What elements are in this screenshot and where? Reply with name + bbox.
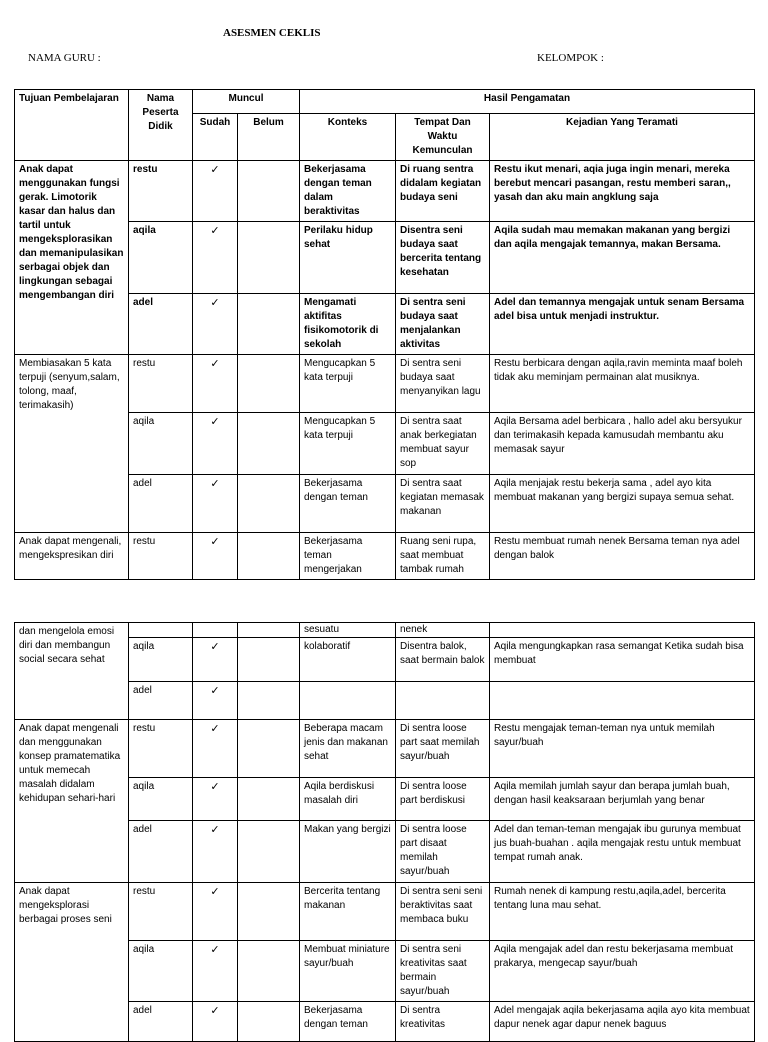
table-row — [15, 883, 755, 941]
kejadian-cell: Aqila Bersama adel berbicara , hallo adel aku bersyukur dan terimakasih kepada kamusudah membantu aku memasak sayur — [490, 413, 755, 475]
tempat-cell: Di sentra saat anak berkegiatan membuat sayur sop — [396, 413, 490, 475]
tempat-cell — [396, 682, 490, 720]
belum-cell — [238, 941, 300, 1002]
konteks-cell: sesuatu — [300, 623, 396, 638]
nama-cell: restu — [129, 883, 193, 941]
sudah-cell — [193, 623, 238, 638]
belum-cell — [238, 355, 300, 413]
konteks-cell: Mengamati aktifitas fisikomotorik di sekolah — [300, 294, 396, 355]
kejadian-cell: Restu mengajak teman-teman nya untuk memilah sayur/buah — [490, 720, 755, 778]
belum-cell — [238, 413, 300, 475]
tempat-cell: Disentra balok, saat bermain balok — [396, 638, 490, 682]
table-row — [15, 355, 755, 413]
belum-cell — [238, 623, 300, 638]
nama-cell: restu — [129, 161, 193, 222]
col-hasil-header: Hasil Pengamatan — [300, 90, 755, 114]
nama-cell: restu — [129, 533, 193, 580]
check-icon: ✓ — [193, 475, 238, 533]
konteks-cell — [300, 682, 396, 720]
tempat-cell: Di sentra seni kreativitas saat bermain sayur/buah — [396, 941, 490, 1002]
check-icon: ✓ — [193, 294, 238, 355]
belum-cell — [238, 533, 300, 580]
check-icon: ✓ — [193, 883, 238, 941]
check-icon: ✓ — [193, 413, 238, 475]
tempat-cell: Di sentra seni budaya saat menyanyikan lagu — [396, 355, 490, 413]
tempat-cell: Di ruang sentra didalam kegiatan budaya seni — [396, 161, 490, 222]
nama-cell: aqila — [129, 222, 193, 294]
tempat-cell: Di sentra kreativitas — [396, 1002, 490, 1042]
kejadian-cell — [490, 623, 755, 638]
col-belum-header: Belum — [238, 114, 300, 161]
col-kejadian-header: Kejadian Yang Teramati — [490, 114, 755, 161]
col-nama-header: Nama Peserta Didik — [129, 90, 193, 161]
kejadian-cell: Rumah nenek di kampung restu,aqila,adel, bercerita tentang luna mau sehat. — [490, 883, 755, 941]
tempat-cell: Di sentra seni seni beraktivitas saat membaca buku — [396, 883, 490, 941]
konteks-cell: Perilaku hidup sehat — [300, 222, 396, 294]
belum-cell — [238, 475, 300, 533]
assessment-table-page-2 — [14, 622, 755, 1042]
nama-cell: aqila — [129, 778, 193, 821]
belum-cell — [238, 638, 300, 682]
konteks-cell: Membuat miniature sayur/buah — [300, 941, 396, 1002]
kejadian-cell: Aqila memilah jumlah sayur dan berapa jumlah buah, dengan hasil keaksaraan berjumlah yang benar — [490, 778, 755, 821]
tujuan-cell: Membiasakan 5 kata terpuji (senyum,salam, tolong, maaf, terimakasih) — [15, 355, 129, 533]
kejadian-cell: Aqila menjajak restu bekerja sama , adel ayo kita membuat makanan yang bergizi supaya semua sehat. — [490, 475, 755, 533]
nama-cell: restu — [129, 355, 193, 413]
document-title: ASESMEN CEKLIS — [223, 27, 321, 39]
tujuan-cell: dan mengelola emosi diri dan membangun social secara sehat — [15, 623, 129, 720]
konteks-cell: Beberapa macam jenis dan makanan sehat — [300, 720, 396, 778]
tempat-cell: Di sentra loose part saat memilah sayur/buah — [396, 720, 490, 778]
konteks-cell: Makan yang bergizi — [300, 821, 396, 883]
kejadian-cell: Restu berbicara dengan aqila,ravin meminta maaf boleh tidak aku meminjam permainan alat musiknya. — [490, 355, 755, 413]
check-icon: ✓ — [193, 682, 238, 720]
tujuan-cell: Anak dapat mengeksplorasi berbagai proses seni — [15, 883, 129, 1042]
konteks-cell: Bekerjasama dengan teman dalam beraktivitas — [300, 161, 396, 222]
check-icon: ✓ — [193, 720, 238, 778]
check-icon: ✓ — [193, 821, 238, 883]
assessment-table-page-1 — [14, 89, 755, 580]
konteks-cell: Mengucapkan 5 kata terpuji — [300, 355, 396, 413]
nama-cell: adel — [129, 821, 193, 883]
check-icon: ✓ — [193, 355, 238, 413]
tempat-cell: Di sentra loose part berdiskusi — [396, 778, 490, 821]
kejadian-cell: Aqila mengajak adel dan restu bekerjasama membuat prakarya, mengecap sayur/buah — [490, 941, 755, 1002]
tempat-cell: Ruang seni rupa, saat membuat tambak rumah — [396, 533, 490, 580]
check-icon: ✓ — [193, 161, 238, 222]
belum-cell — [238, 161, 300, 222]
belum-cell — [238, 682, 300, 720]
nama-cell: adel — [129, 682, 193, 720]
konteks-cell: Bekerjasama dengan teman — [300, 1002, 396, 1042]
col-konteks-header: Konteks — [300, 114, 396, 161]
tempat-cell: Di sentra saat kegiatan memasak makanan — [396, 475, 490, 533]
belum-cell — [238, 778, 300, 821]
table-row — [15, 533, 755, 580]
nama-cell: restu — [129, 720, 193, 778]
tempat-cell: Disentra seni budaya saat bercerita tentang kesehatan — [396, 222, 490, 294]
konteks-cell: Bekerjasama teman mengerjakan — [300, 533, 396, 580]
konteks-cell: kolaboratif — [300, 638, 396, 682]
belum-cell — [238, 294, 300, 355]
kejadian-cell: Aqila sudah mau memakan makanan yang bergizi dan aqila mengajak temannya, makan Bersama. — [490, 222, 755, 294]
konteks-cell: Bercerita tentang makanan — [300, 883, 396, 941]
nama-cell: adel — [129, 1002, 193, 1042]
konteks-cell: Bekerjasama dengan teman — [300, 475, 396, 533]
check-icon: ✓ — [193, 222, 238, 294]
belum-cell — [238, 720, 300, 778]
kejadian-cell: Restu ikut menari, aqia juga ingin menari, mereka berebut mencari pasangan, restu memberi saran,, yasah dan aku main angklung saja — [490, 161, 755, 222]
belum-cell — [238, 883, 300, 941]
check-icon: ✓ — [193, 533, 238, 580]
nama-cell: aqila — [129, 413, 193, 475]
col-muncul-header: Muncul — [193, 90, 300, 114]
tujuan-cell: Anak dapat mengenali dan menggunakan konsep pramatematika untuk memecah masalah didalam kehidupan sehari-hari — [15, 720, 129, 883]
nama-cell: aqila — [129, 941, 193, 1002]
kelompok-label: KELOMPOK : — [537, 52, 604, 64]
kejadian-cell — [490, 682, 755, 720]
tujuan-cell: Anak dapat menggunakan fungsi gerak. Limotorik kasar dan halus dan tartil untuk mengeksplorasikan dan memanipulasikan serbagai objek dan lingkungan sebagai mengembangan diri — [15, 161, 129, 355]
kejadian-cell: Adel dan teman-teman mengajak ibu gurunya membuat jus buah-buahan . aqila mengajak restu untuk membuat tempat rumah anak. — [490, 821, 755, 883]
check-icon: ✓ — [193, 941, 238, 1002]
nama-cell: adel — [129, 475, 193, 533]
nama-cell: aqila — [129, 638, 193, 682]
belum-cell — [238, 1002, 300, 1042]
check-icon: ✓ — [193, 778, 238, 821]
belum-cell — [238, 821, 300, 883]
nama-cell: adel — [129, 294, 193, 355]
check-icon: ✓ — [193, 1002, 238, 1042]
tempat-cell: Di sentra seni budaya saat menjalankan aktivitas — [396, 294, 490, 355]
konteks-cell: Aqila berdiskusi masalah diri — [300, 778, 396, 821]
tempat-cell: Di sentra loose part disaat memilah sayur/buah — [396, 821, 490, 883]
nama-guru-label: NAMA GURU : — [28, 52, 101, 64]
kejadian-cell: Aqila mengungkapkan rasa semangat Ketika sudah bisa membuat — [490, 638, 755, 682]
col-tujuan-header: Tujuan Pembelajaran — [15, 90, 129, 161]
belum-cell — [238, 222, 300, 294]
nama-cell — [129, 623, 193, 638]
col-tempat-header: Tempat Dan Waktu Kemunculan — [396, 114, 490, 161]
kejadian-cell: Adel mengajak aqila bekerjasama aqila ayo kita membuat dapur nenek agar dapur nenek baguus — [490, 1002, 755, 1042]
tujuan-cell: Anak dapat mengenali, mengekspresikan diri — [15, 533, 129, 580]
table-row — [15, 623, 755, 638]
col-sudah-header: Sudah — [193, 114, 238, 161]
check-icon: ✓ — [193, 638, 238, 682]
table-row — [15, 720, 755, 778]
tempat-cell: nenek — [396, 623, 490, 638]
kejadian-cell: Adel dan temannya mengajak untuk senam Bersama adel bisa untuk menjadi instruktur. — [490, 294, 755, 355]
table-row — [15, 161, 755, 222]
konteks-cell: Mengucapkan 5 kata terpuji — [300, 413, 396, 475]
kejadian-cell: Restu membuat rumah nenek Bersama teman nya adel dengan balok — [490, 533, 755, 580]
